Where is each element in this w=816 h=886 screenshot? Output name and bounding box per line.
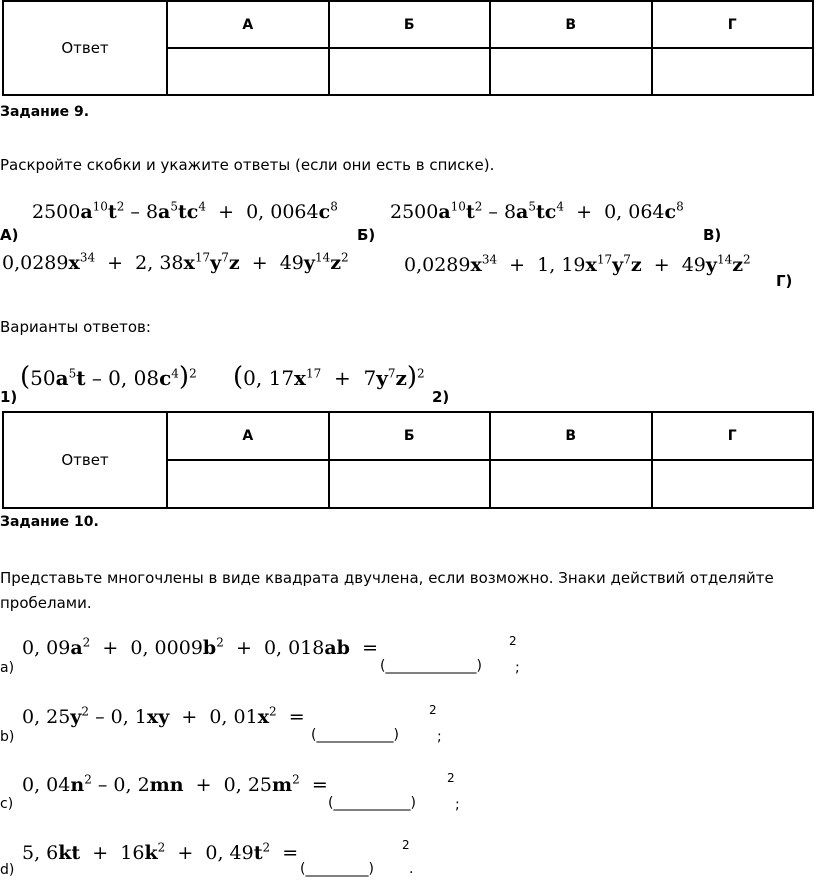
answer-cell-g[interactable] bbox=[652, 460, 814, 508]
item-d-label: d) bbox=[0, 862, 15, 878]
column-header-g: Г bbox=[652, 1, 814, 48]
label-g: Г) bbox=[776, 272, 793, 290]
item-c-label: c) bbox=[0, 796, 14, 812]
column-header-a: А bbox=[167, 1, 329, 48]
answer-cell-v[interactable] bbox=[490, 48, 652, 95]
answer-cell-a[interactable] bbox=[167, 460, 329, 508]
task10-instruction-line2: пробелами. bbox=[0, 594, 92, 612]
variant-1-expr: ($50a^5t - 0$, $08c^4)^2$ bbox=[20, 362, 197, 392]
item-b-end: ; bbox=[437, 729, 442, 745]
answer-cell-v[interactable] bbox=[490, 460, 652, 508]
item-d-exponent: 2 bbox=[402, 838, 410, 852]
item-c-blank[interactable]: (___________) bbox=[328, 795, 416, 811]
label-a: А) bbox=[0, 226, 19, 244]
item-a-exponent: 2 bbox=[509, 634, 517, 648]
column-header-v: В bbox=[490, 1, 652, 48]
answer-cell-b[interactable] bbox=[329, 48, 491, 95]
item-a-label: a) bbox=[0, 660, 15, 676]
item-a-expr: 0, $09a^2 + 0$, $0009b^2 + 0$, 018ab = bbox=[22, 635, 378, 659]
column-header-a: А bbox=[167, 412, 329, 460]
expr-e2: $2500a^{10}t^2 - 8a^5tc^4 + 0$, $064c^8$ bbox=[390, 199, 684, 223]
column-header-b: Б bbox=[329, 412, 491, 460]
expr-e4: $0,0289x^{34} + 1$, $19x^{17}y^7z + 49y^{14}z^2$ bbox=[404, 252, 751, 276]
column-header-g: Г bbox=[652, 412, 814, 460]
item-c-end: ; bbox=[455, 797, 460, 813]
item-d-blank[interactable]: (_________) bbox=[300, 861, 374, 877]
answer-cell-g[interactable] bbox=[652, 48, 814, 95]
item-a-blank[interactable]: (_____________) bbox=[380, 658, 482, 674]
answer-cell-a[interactable] bbox=[167, 48, 329, 95]
item-b-expr: 0, $25y^2 - 0$, 1xy + 0, $01x^2$ = bbox=[22, 704, 305, 728]
column-header-b: Б bbox=[329, 1, 491, 48]
item-b-label: b) bbox=[0, 729, 15, 745]
item-a-end: ; bbox=[515, 660, 520, 676]
column-header-v: В bbox=[490, 412, 652, 460]
expr-e3: $0,0289x^{34} + 2$, $38x^{17}y^7z + 49y^{14}z^2$ bbox=[2, 250, 349, 274]
task9-instruction: Раскройте скобки и укажите ответы (если они есть в списке). bbox=[0, 156, 495, 174]
variant-2-label: 2) bbox=[432, 388, 450, 406]
answer-table-1 bbox=[2, 0, 814, 96]
answer-label: Ответ bbox=[3, 1, 167, 95]
task9-title: Задание 9. bbox=[0, 104, 90, 120]
answer-table-2 bbox=[2, 411, 814, 509]
answer-label: Ответ bbox=[3, 412, 167, 508]
label-b: Б) bbox=[357, 226, 376, 244]
item-d-expr: 5, $6kt + 16k^2 + 0$, $49t^2$ = bbox=[22, 840, 299, 864]
variant-2-expr: (0, $17x^{17} + 7y^7z)^2$ bbox=[233, 362, 425, 392]
variant-1-label: 1) bbox=[0, 388, 18, 406]
item-c-expr: 0, $04n^2 - 0$, 2mn + 0, $25m^2$ = bbox=[22, 772, 328, 796]
task10-instruction-line1: Представьте многочлены в виде квадрата двучлена, если возможно. Знаки действий отделяйте bbox=[0, 569, 774, 587]
label-v: В) bbox=[703, 226, 722, 244]
expr-e1: $2500a^{10}t^2 - 8a^5tc^4 + 0$, $0064c^8$ bbox=[32, 199, 338, 223]
item-b-exponent: 2 bbox=[429, 703, 437, 717]
task10-title: Задание 10. bbox=[0, 514, 99, 530]
item-b-blank[interactable]: (___________) bbox=[311, 727, 399, 743]
answer-cell-b[interactable] bbox=[329, 460, 491, 508]
item-c-exponent: 2 bbox=[447, 771, 455, 785]
item-d-end: . bbox=[409, 861, 414, 877]
variants-title: Варианты ответов: bbox=[0, 318, 151, 336]
